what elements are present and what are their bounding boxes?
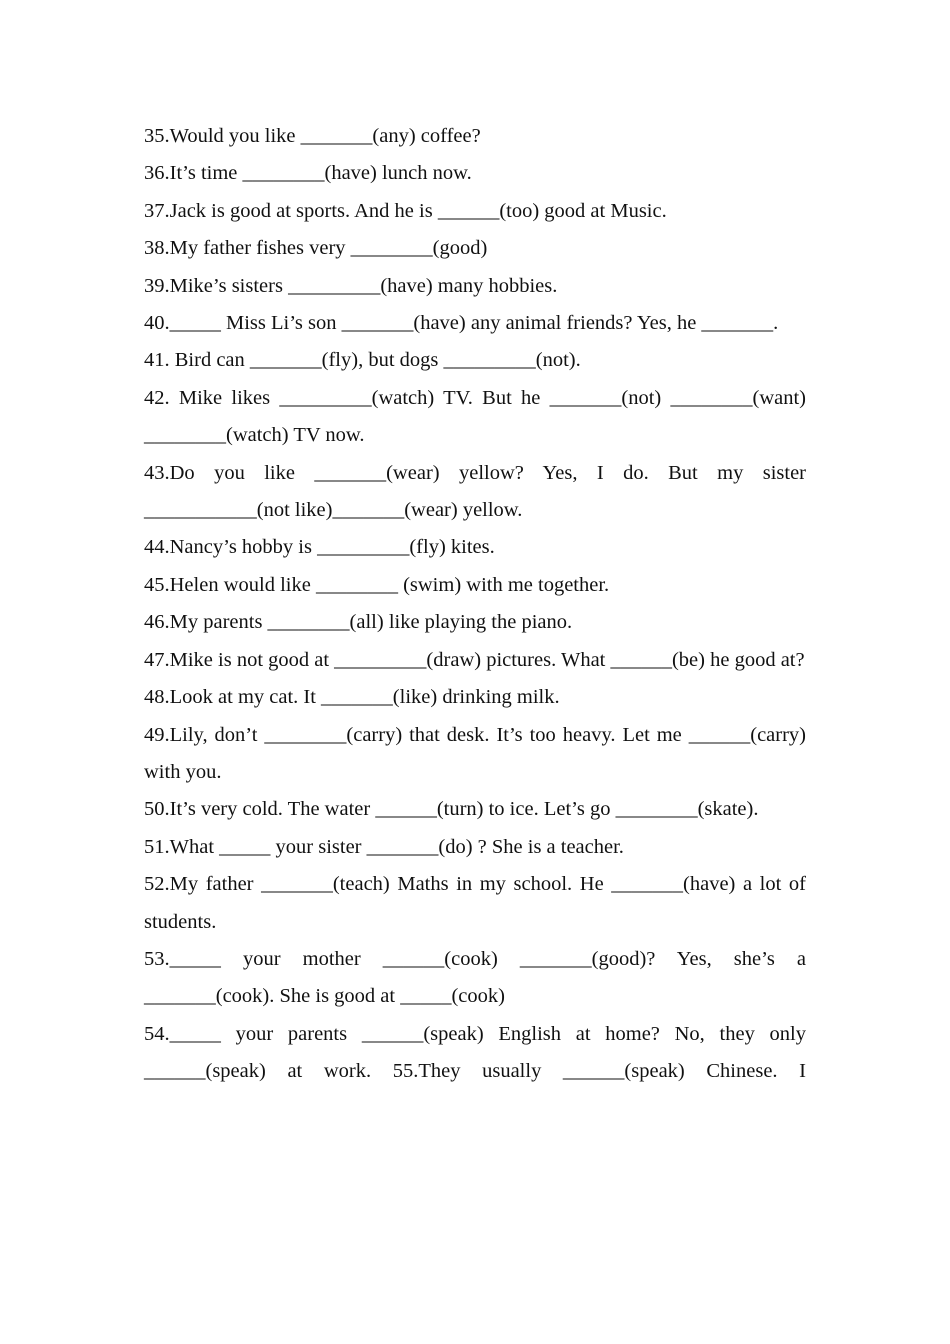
exercise-53: 53._____ your mother ______(cook) _______(good)? Yes, she’s a _______(cook). She is good at _____(cook) [144, 947, 806, 1008]
exercise-50: 50.It’s very cold. The water ______(turn) to ice. Let’s go ________(skate). [144, 798, 759, 821]
exercise-35: 35.Would you like _______(any) coffee? [144, 125, 481, 147]
exercise-38: 38.My father fishes very ________(good) [144, 237, 488, 260]
exercise-42: 42. Mike likes _________(watch) TV. But he _______(not) ________(want) ________(watch) TV now. [144, 386, 806, 447]
exercise-45: 45.Helen would like ________ (swim) with me together. [144, 573, 610, 596]
exercise-41: 41. Bird can _______(fly), but dogs _________(not). [144, 349, 581, 372]
exercise-39: 39.Mike’s sisters _________(have) many hobbies. [144, 274, 558, 297]
exercise-47: 47.Mike is not good at _________(draw) pictures. What ______(be) he good at? [144, 648, 805, 671]
exercise-37: 37.Jack is good at sports. And he is ______(too) good at Music. [144, 199, 667, 222]
exercise-51: 51.What _____ your sister _______(do) ? She is a teacher. [144, 835, 624, 858]
exercise-49: 49.Lily, don’t ________(carry) that desk. It’s too heavy. Let me ______(carry) with you. [144, 723, 806, 783]
exercise-36: 36.It’s time ________(have) lunch now. [144, 162, 472, 185]
exercise-46: 46.My parents ________(all) like playing the piano. [144, 611, 573, 634]
exercise-52: 52.My father _______(teach) Maths in my school. He _______(have) a lot of students. [144, 873, 806, 933]
exercise-44: 44.Nancy’s hobby is _________(fly) kites. [144, 536, 495, 559]
exercise-54-55: 54._____ your parents ______(speak) English at home? No, they only ______(speak) at work. 55.They usually ______(speak) Chinese. I [144, 1022, 806, 1083]
exercise-48: 48.Look at my cat. It _______(like) drinking milk. [144, 686, 560, 709]
exercise-40: 40._____ Miss Li’s son _______(have) any animal friends? Yes, he _______. [144, 312, 779, 335]
exercise-43: 43.Do you like _______(wear) yellow? Yes, I do. But my sister ___________(not like)_______(wear) yellow. [144, 461, 806, 522]
worksheet-page [144, 118, 806, 1091]
